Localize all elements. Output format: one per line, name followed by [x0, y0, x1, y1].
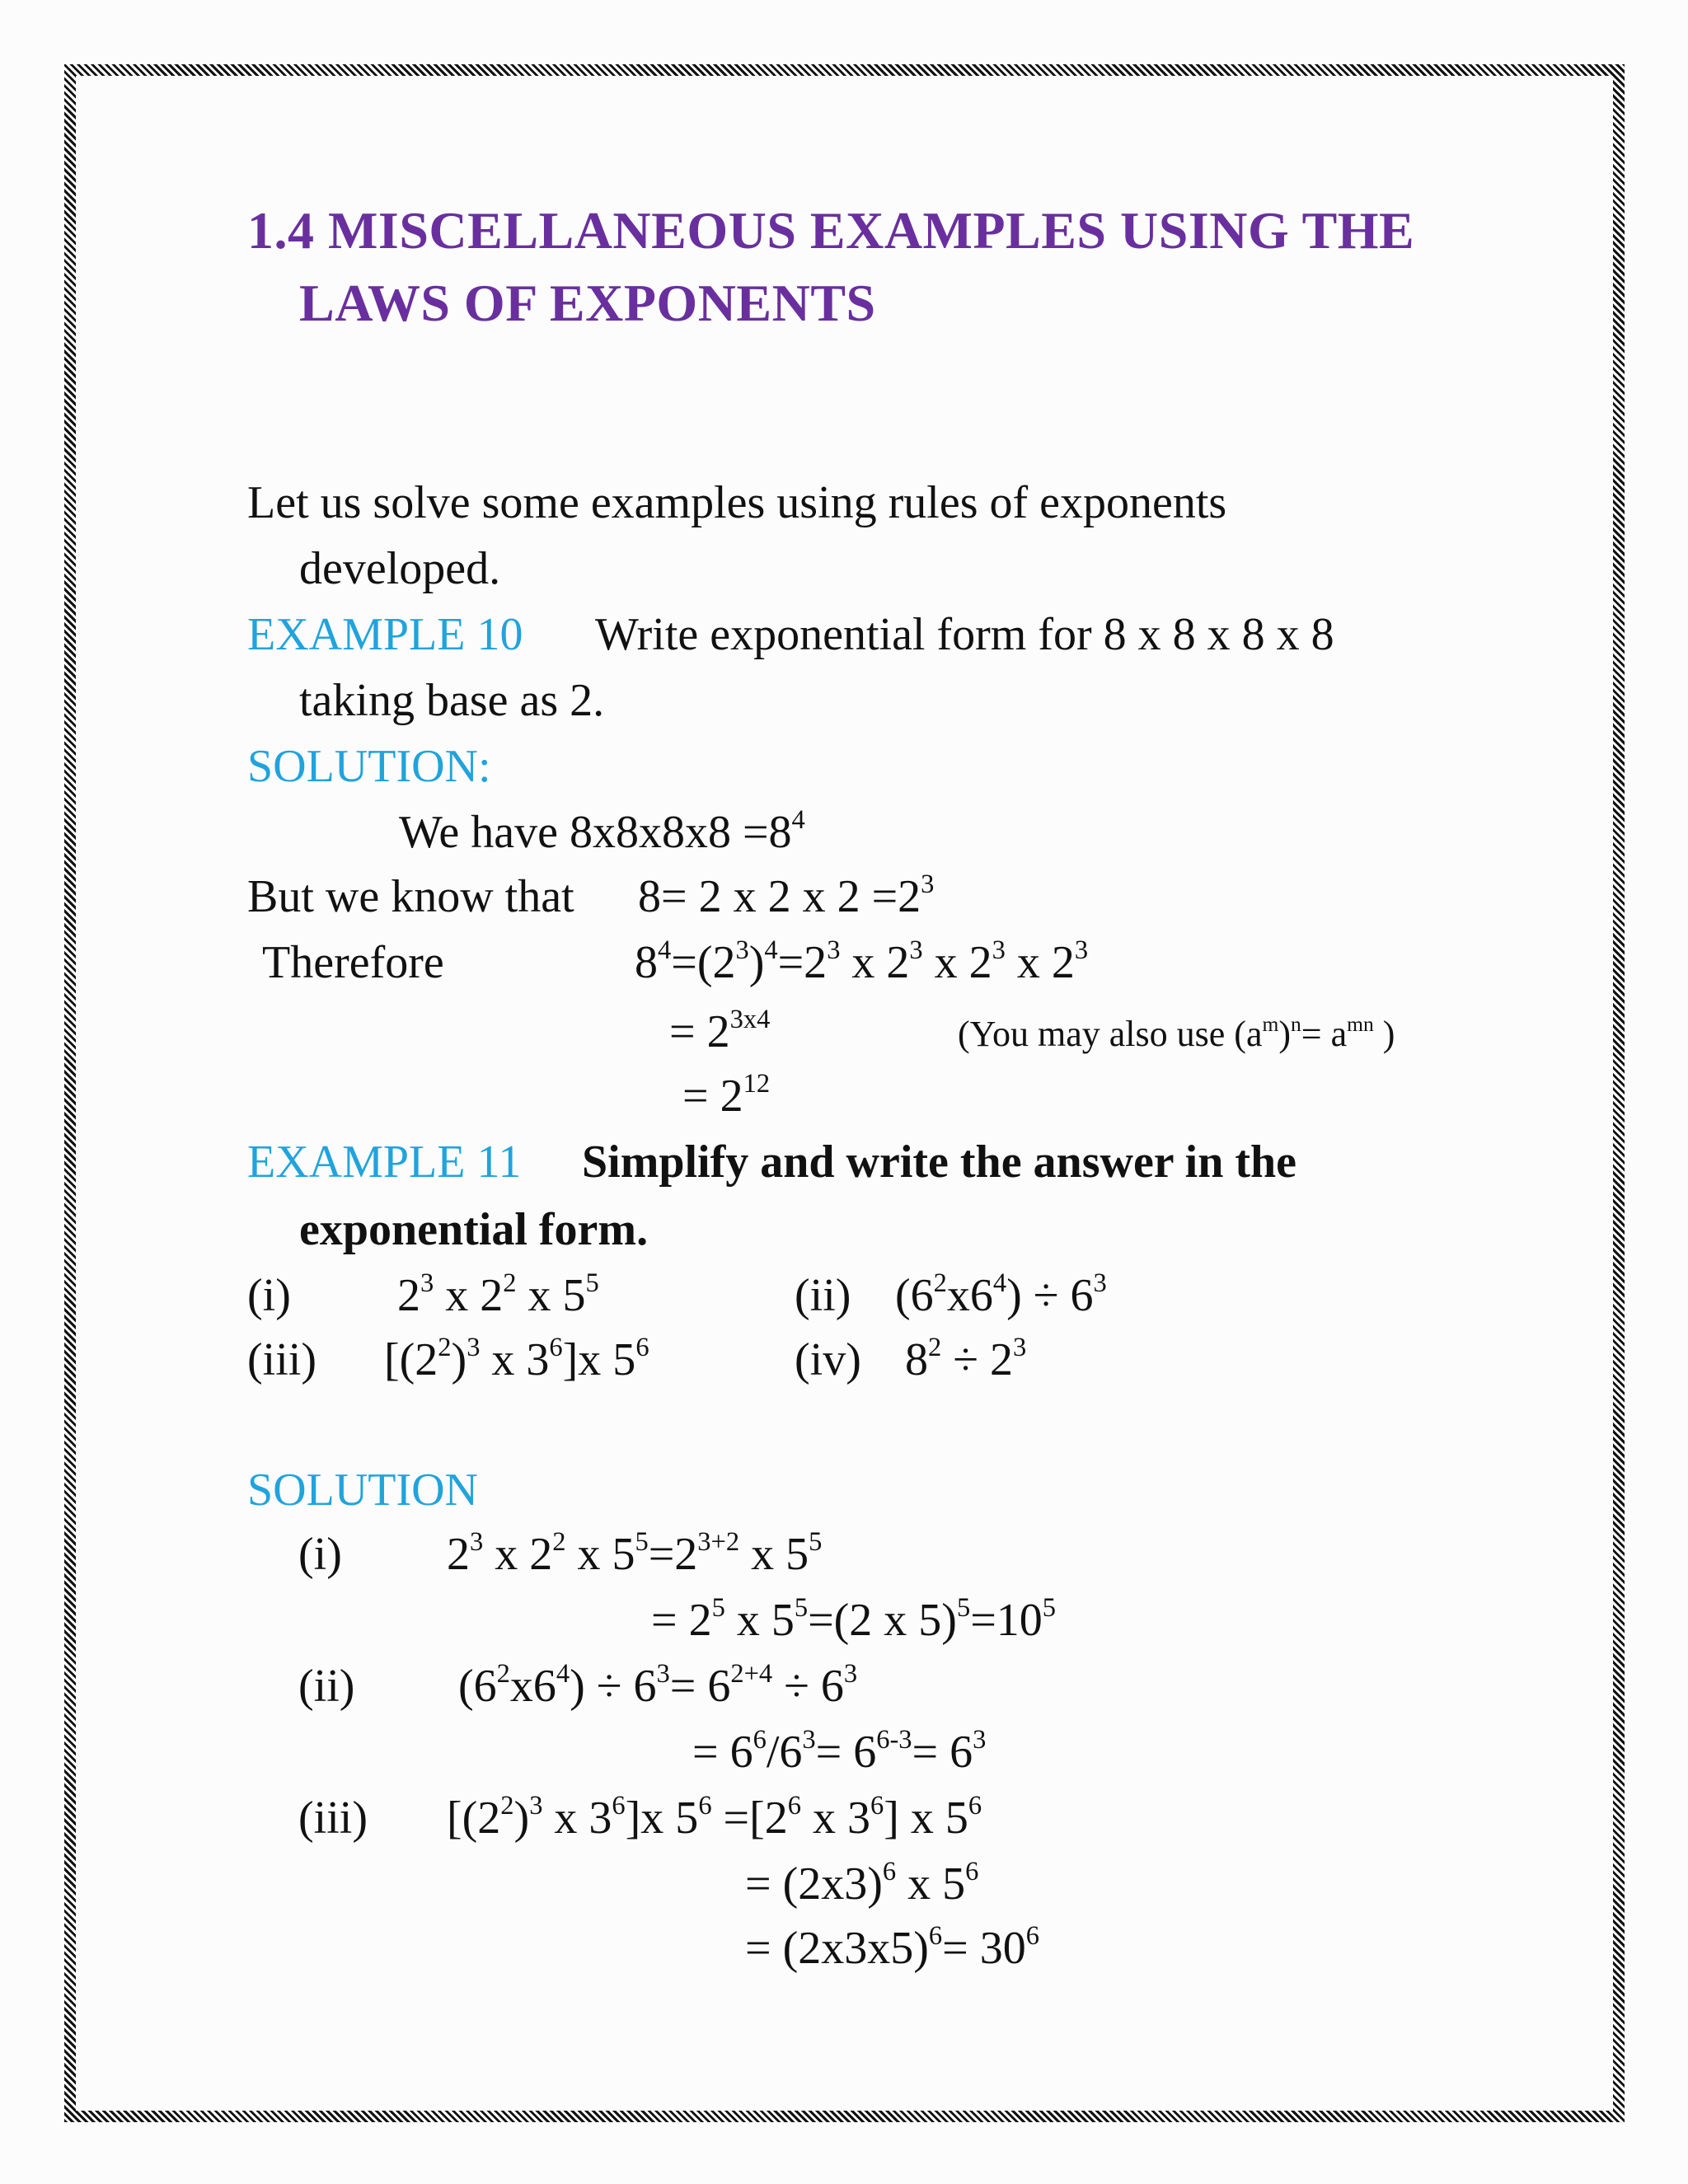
- part-iii-number: (iii): [247, 1334, 316, 1385]
- solution-i-number: (i): [298, 1529, 342, 1580]
- we-have-line: We have $8x8x8x8 =8^4$: [399, 804, 805, 858]
- solution-ii-step-2: = $6^6/6^3= 6^{6-3}= 6^3$: [692, 1724, 987, 1778]
- solution-ii-number: (ii): [298, 1661, 355, 1712]
- intro-text-line2: developed.: [299, 543, 501, 594]
- section-title: 1.4 MISCELLANEOUS EXAMPLES USING THE: [247, 201, 1415, 260]
- solution-ii-step-1: $(6^2x6^4) \div 6^3= 6^{2+4} \div 6^3$: [458, 1658, 858, 1712]
- example-10-question-line2: taking base as 2.: [299, 675, 605, 726]
- section-title-line2: LAWS OF EXPONENTS: [299, 274, 876, 332]
- part-i-number: (i): [247, 1270, 291, 1321]
- therefore-step-3: = $2^{12}$: [682, 1068, 771, 1122]
- example-11-question-line2: exponential form.: [299, 1204, 649, 1255]
- example-10-question: Write exponential form for 8 x 8 x 8 x 8: [595, 609, 1334, 660]
- part-iv-number: (iv): [795, 1334, 861, 1385]
- part-ii-number: (ii): [795, 1270, 851, 1321]
- example-11-label: EXAMPLE 11: [247, 1137, 522, 1188]
- example-10-label: EXAMPLE 10: [247, 609, 523, 660]
- example-11-question: Simplify and write the answer in the: [582, 1137, 1296, 1188]
- part-ii-expression: $(6^2x6^4) \div 6^3$: [895, 1268, 1107, 1321]
- part-iv-expression: $8^2 \div 2^3$: [905, 1332, 1027, 1385]
- we-know-expression: 8= 2 x 2 x $2 =2^3$: [638, 869, 935, 922]
- solution-i-step-2: = $2^5$ x $5^5=(2$ x $5)^5=10^5$: [651, 1592, 1057, 1646]
- therefore-step-1: $8^4=(2^3)^4=2^3$ x $2^3$ x $2^3$ x $2^3$: [635, 935, 1089, 988]
- solution-iii-step-3: = $(2x3x5)^6= 30^6$: [745, 1920, 1039, 1974]
- we-know-label: But we know that: [247, 871, 574, 922]
- example-10-solution-label: SOLUTION:: [247, 741, 491, 792]
- example-11-solution-label: SOLUTION: [247, 1465, 478, 1516]
- part-iii-expression: [$(2^2)^3$ x $3^6]x$ $5^6$: [384, 1332, 649, 1385]
- solution-iii-number: (iii): [298, 1793, 368, 1844]
- solution-iii-step-1: [$(2^2)^3$ x $3^6]x$ $5^6 =[2^6$ x $3^6$] x $5^6$: [447, 1790, 982, 1844]
- therefore-step-2: = $2^{3x4}$: [669, 1004, 771, 1057]
- therefore-label: Therefore: [262, 937, 444, 988]
- part-i-expression: $2^3$ x $2^2$ x $5^5$: [397, 1268, 599, 1321]
- solution-i-step-1: $2^3$ x $2^2$ x $5^5=2^{3+2}$ x $5^5$: [447, 1526, 823, 1580]
- exponent-rule-note: (You may also use $(a^m)^n= a^{mn}$ ): [958, 1011, 1395, 1054]
- solution-iii-step-2: = $(2x3)^6$ x $5^6$: [745, 1856, 979, 1910]
- intro-text: Let us solve some examples using rules of exponents: [247, 477, 1227, 528]
